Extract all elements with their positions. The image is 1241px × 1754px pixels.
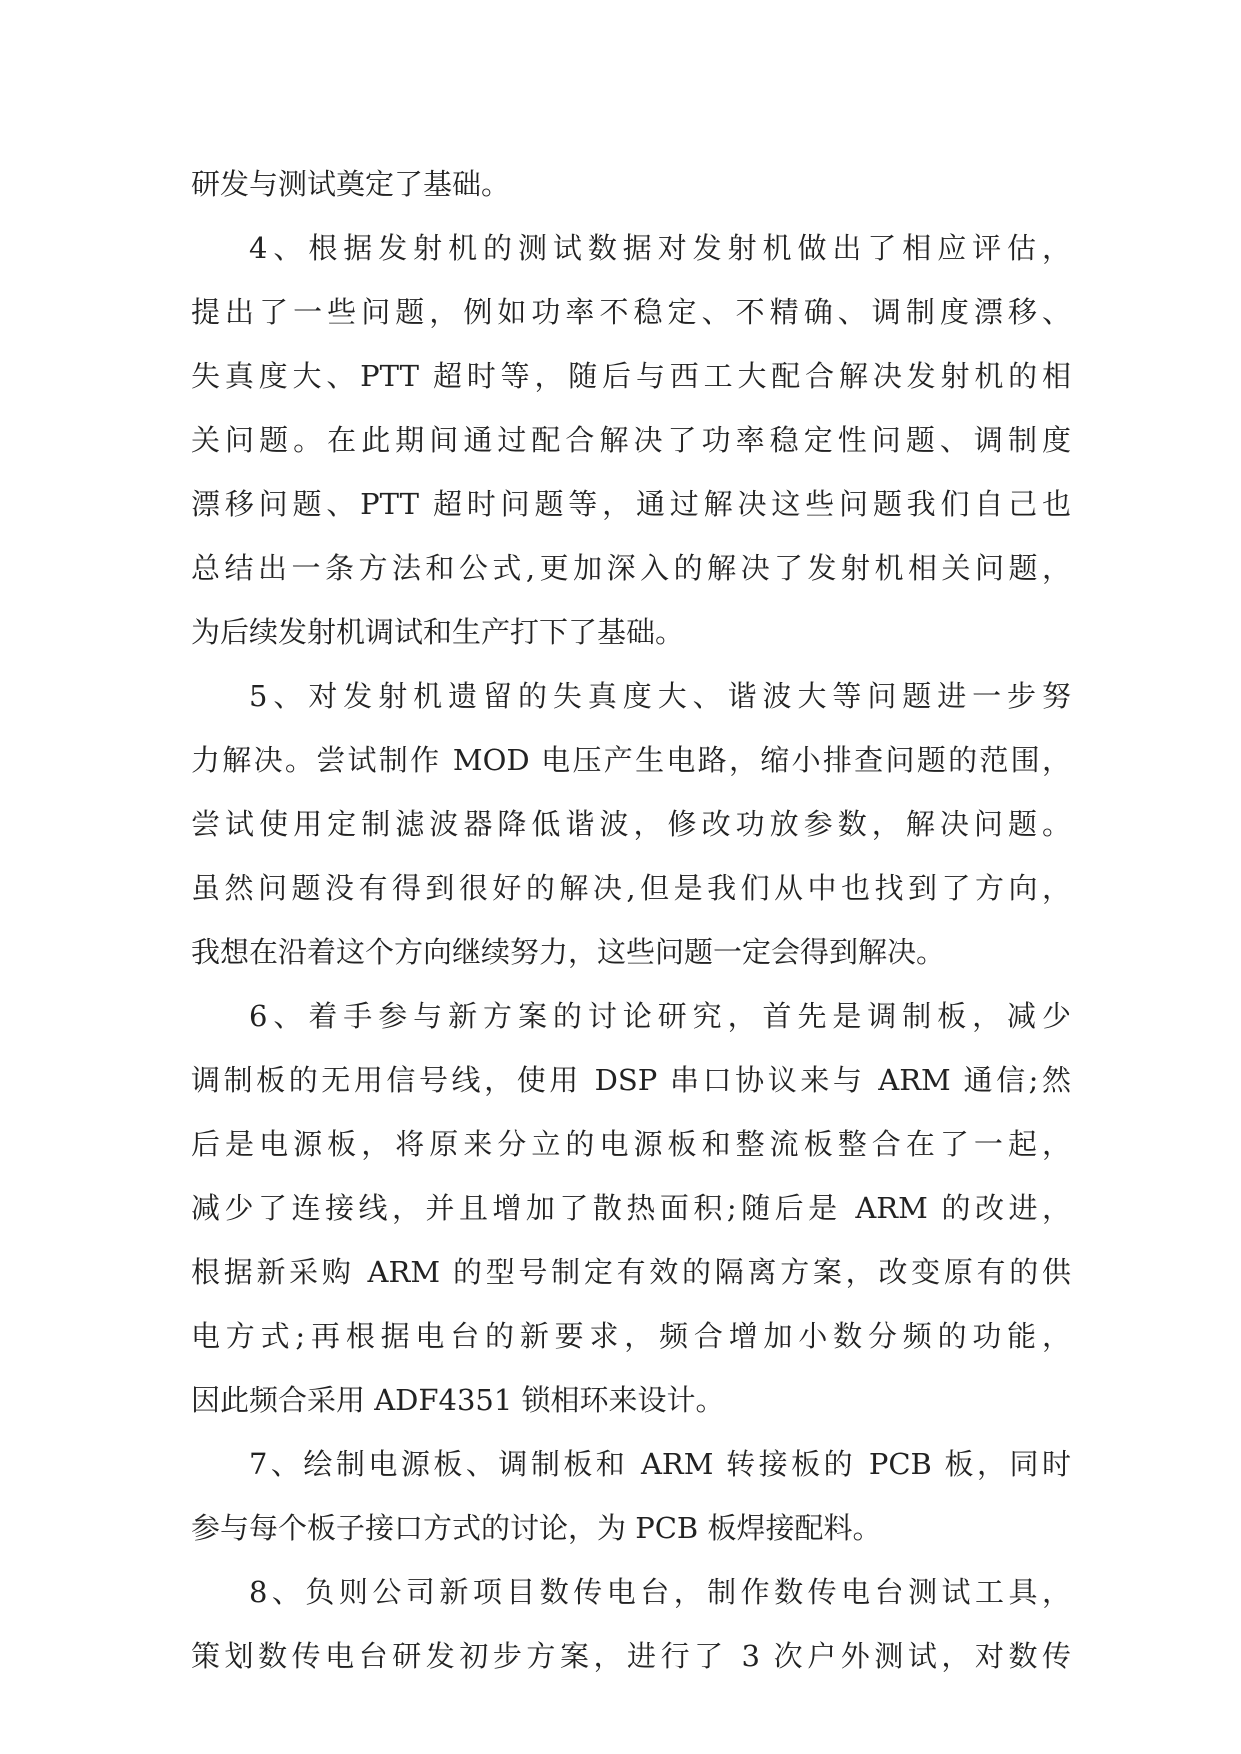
text-line: 提出了一些问题，例如功率不稳定、不精确、调制度漂移、 xyxy=(191,295,1071,329)
paragraph-first-line: 8、负则公司新项目数传电台，制作数传电台测试工具， xyxy=(249,1575,1071,1609)
text-line: 失真度大、PTT 超时等，随后与西工大配合解决发射机的相 xyxy=(191,359,1071,393)
text-line: 参与每个板子接口方式的讨论，为 PCB 板焊接配料。 xyxy=(191,1511,882,1545)
text-line: 虽然问题没有得到很好的解决,但是我们从中也找到了方向， xyxy=(191,871,1071,905)
paragraph-first-line: 7、绘制电源板、调制板和 ARM 转接板的 PCB 板，同时 xyxy=(249,1447,1071,1481)
paragraph-first-line: 6、着手参与新方案的讨论研究，首先是调制板，减少 xyxy=(249,999,1071,1033)
text-line: 策划数传电台研发初步方案，进行了 3 次户外测试，对数传 xyxy=(191,1639,1071,1673)
text-line: 调制板的无用信号线，使用 DSP 串口协议来与 ARM 通信;然 xyxy=(191,1063,1071,1097)
text-line: 总结出一条方法和公式,更加深入的解决了发射机相关问题， xyxy=(191,551,1071,585)
text-line: 力解决。尝试制作 MOD 电压产生电路，缩小排查问题的范围， xyxy=(191,743,1071,777)
text-line: 根据新采购 ARM 的型号制定有效的隔离方案，改变原有的供 xyxy=(191,1255,1071,1289)
text-line: 我想在沿着这个方向继续努力，这些问题一定会得到解决。 xyxy=(191,935,946,969)
text-line: 因此频合采用 ADF4351 锁相环来设计。 xyxy=(191,1383,725,1417)
text-line: 研发与测试奠定了基础。 xyxy=(191,167,511,201)
text-line: 电方式;再根据电台的新要求，频合增加小数分频的功能， xyxy=(191,1319,1071,1353)
text-line: 为后续发射机调试和生产打下了基础。 xyxy=(191,615,685,649)
body-text xyxy=(191,152,1071,1688)
paragraph-first-line: 5、对发射机遗留的失真度大、谐波大等问题进一步努 xyxy=(249,679,1071,713)
paragraph-first-line: 4、根据发射机的测试数据对发射机做出了相应评估， xyxy=(249,231,1071,265)
text-line: 后是电源板，将原来分立的电源板和整流板整合在了一起， xyxy=(191,1127,1071,1161)
text-line: 漂移问题、PTT 超时问题等，通过解决这些问题我们自己也 xyxy=(191,487,1071,521)
text-line: 减少了连接线，并且增加了散热面积;随后是 ARM 的改进， xyxy=(191,1191,1071,1225)
text-line: 关问题。在此期间通过配合解决了功率稳定性问题、调制度 xyxy=(191,423,1071,457)
text-line: 尝试使用定制滤波器降低谐波，修改功放参数，解决问题。 xyxy=(191,807,1071,841)
